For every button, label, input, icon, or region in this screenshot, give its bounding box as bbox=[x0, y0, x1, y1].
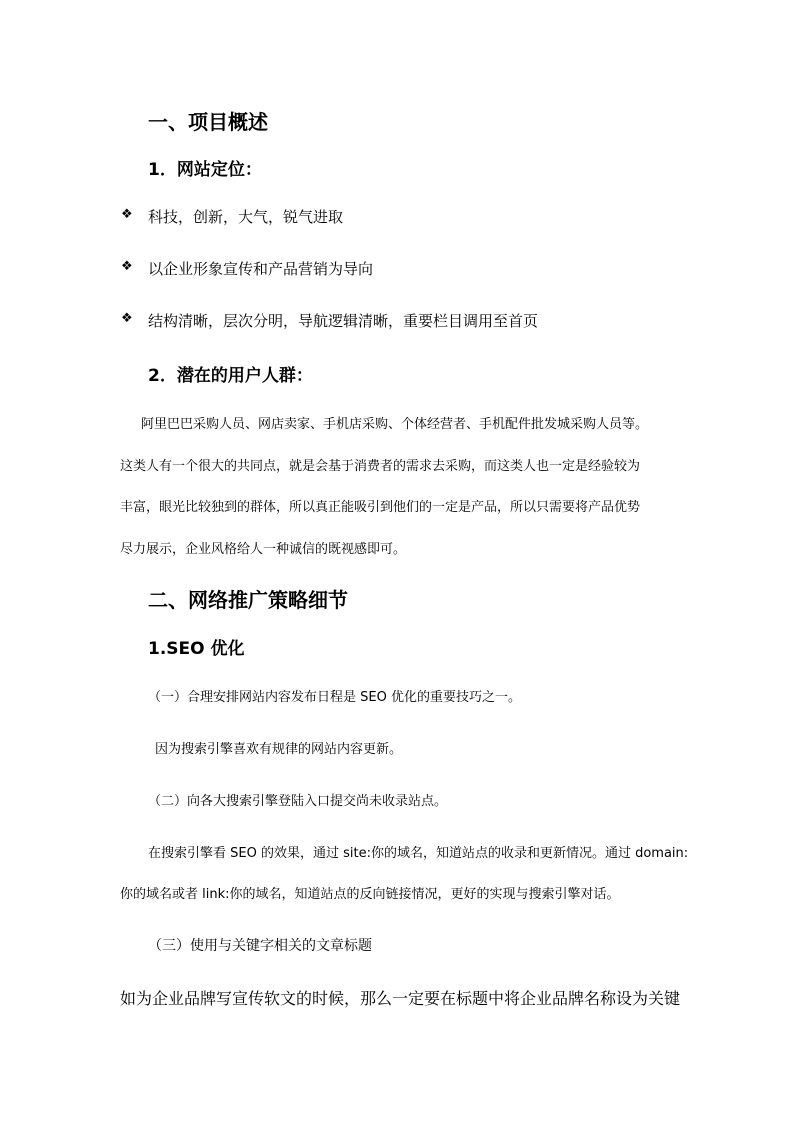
bullet-item: 以企业形象宣传和产品营销为导向 bbox=[148, 260, 374, 278]
diamond-bullet-icon: ❖ bbox=[121, 207, 133, 222]
seo-item-1-detail: 因为搜索引擎喜欢有规律的网站内容更新。 bbox=[155, 742, 403, 757]
seo-item-3: （三）使用与关键字相关的文章标题 bbox=[148, 938, 372, 954]
bullet-item: 结构清晰，层次分明，导航逻辑清晰，重要栏目调用至首页 bbox=[148, 312, 539, 330]
seo-item-2-detail-line: 你的域名或者 link:你的域名，知道站点的反向链接情况，更好的实现与搜索引擎对话。 bbox=[120, 887, 620, 902]
diamond-bullet-icon: ❖ bbox=[121, 311, 133, 326]
seo-item-2-detail-line: 在搜索引擎看 SEO 的效果，通过 site:你的域名，知道站点的收录和更新情况。通过 domain: bbox=[148, 846, 689, 861]
paragraph-line: 阿里巴巴采购人员、网店卖家、手机店采购、个体经营者、手机配件批发城采购人员等。 bbox=[141, 417, 649, 432]
paragraph-line: 丰富，眼光比较独到的群体，所以真正能吸引到他们的一定是产品，所以只需要将产品优势 bbox=[120, 500, 641, 515]
seo-item-1: （一）合理安排网站内容发布日程是 SEO 优化的重要技巧之一。 bbox=[148, 690, 521, 705]
paragraph-line: 这类人有一个很大的共同点，就是会基于消费者的需求去采购，而这类人也一定是经验较为 bbox=[120, 459, 641, 474]
bullet-item: 科技，创新，大气，锐气进取 bbox=[148, 208, 344, 226]
subsection-target-users-heading: 2．潜在的用户人群： bbox=[148, 366, 313, 386]
seo-item-3-detail: 如为企业品牌写宣传软文的时候，那么一定要在标题中将企业品牌名称设为关键 bbox=[120, 989, 681, 1008]
subsection-seo-heading: 1.SEO 优化 bbox=[148, 639, 245, 659]
section-2-heading: 二、网络推广策略细节 bbox=[148, 588, 348, 612]
diamond-bullet-icon: ❖ bbox=[121, 259, 133, 274]
section-1-heading: 一、项目概述 bbox=[148, 110, 268, 134]
paragraph-line: 尽力展示，企业风格给人一种诚信的既视感即可。 bbox=[120, 542, 407, 557]
subsection-website-positioning-heading: 1．网站定位： bbox=[148, 160, 262, 180]
seo-item-2: （二）向各大搜索引擎登陆入口提交尚未收录站点。 bbox=[148, 794, 448, 809]
